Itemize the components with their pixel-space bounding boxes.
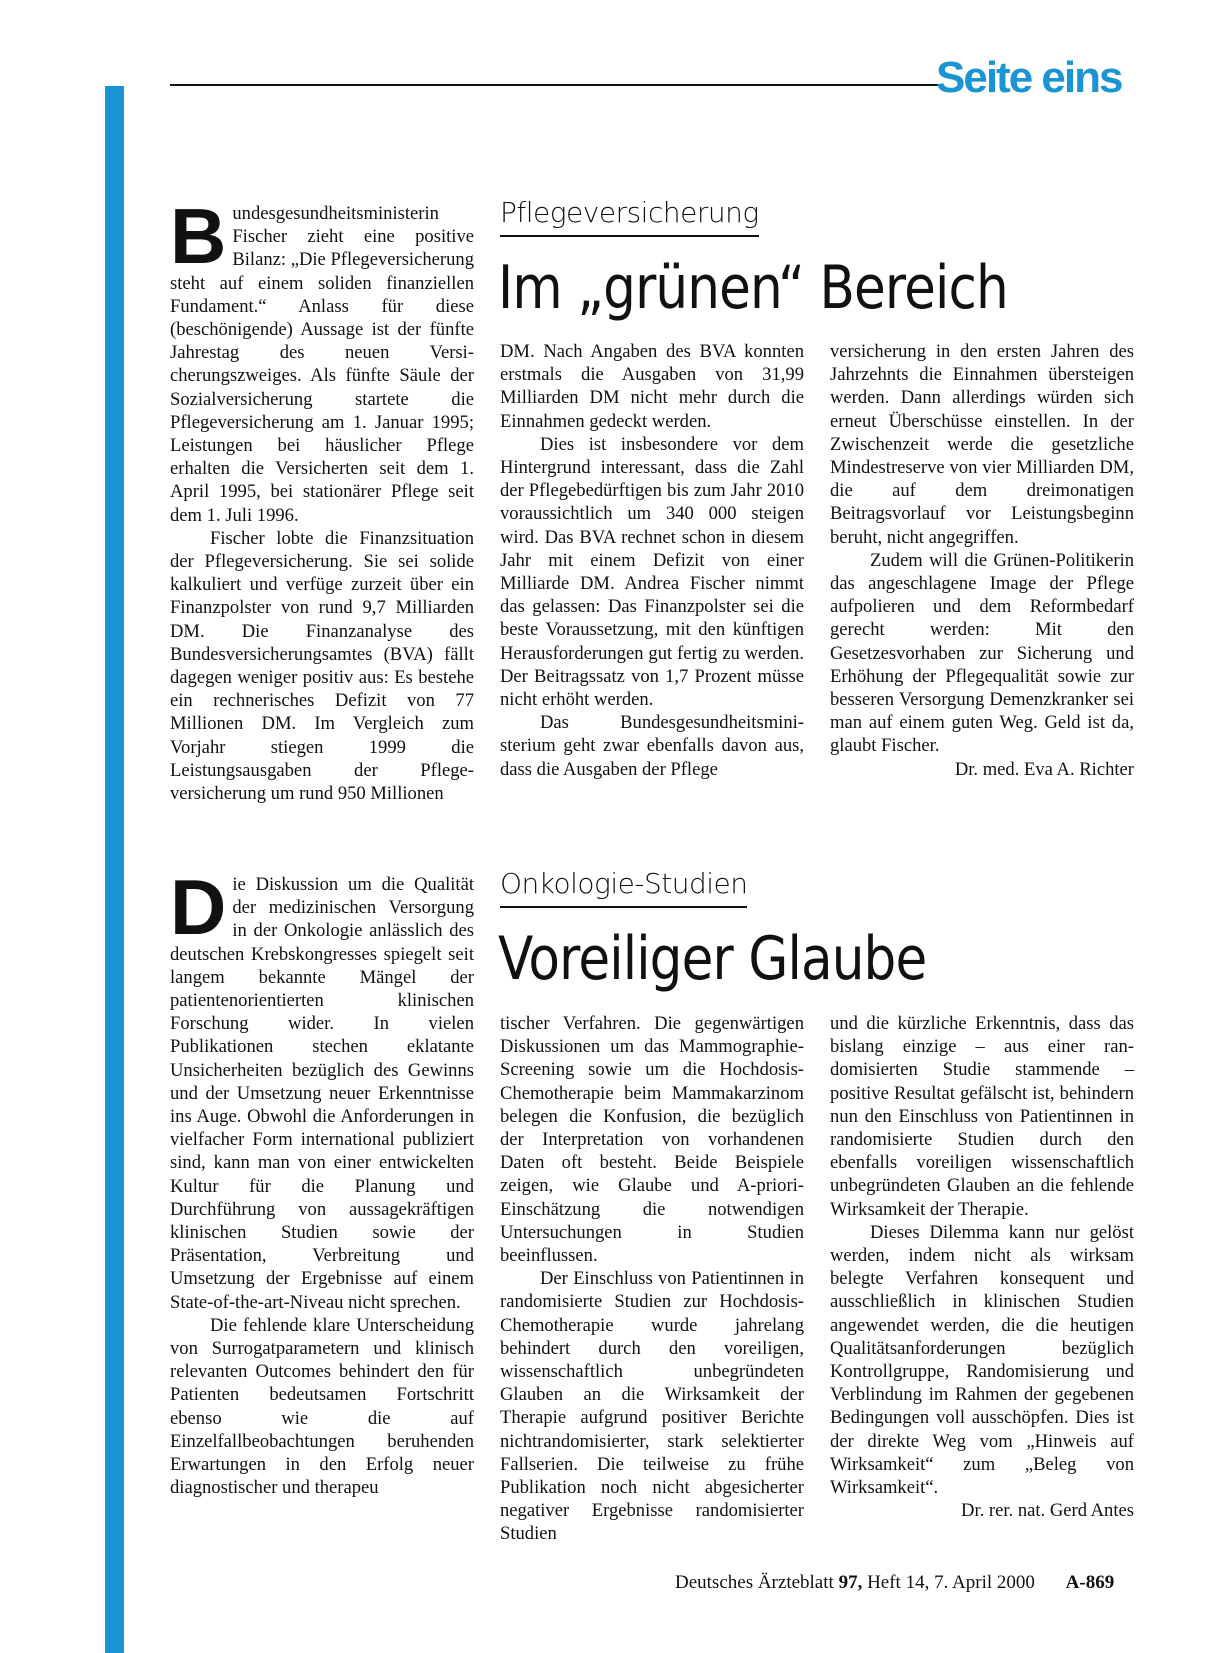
sidebar-accent-bar [105, 86, 124, 1653]
article1-col2-para-3: Das Bundesgesundheitsministerium geht zwar ebenfalls davon aus, dass die Ausgaben der Pflege [500, 712, 804, 780]
article2-col1-para-2: Die fehlende klare Unterscheidung von Surrogatparametern und klinisch relevanten Outcomes behindert den für Patienten bedeutsamen Fortschritt ebenso wie die auf Einzelfallbeobachtungen beruhenden Erwartungen in den Erfolg neuer diagnostischer und therapeu [170, 1314, 474, 1499]
article1-col1-para-2: Fischer lobte die Finanzsituation der Pflegeversicherung. Sie sei solide kalkuliert und verfüge zurzeit über ein Finanzpolster von rund 9,7 Milliarden DM. Die Finanzanalyse des Bundesversicherungsamtes (BVA) fällt dagegen weniger positiv aus: Es bestehe ein rechnerisches Defizit von 77 Millionen DM. Im Vergleich zum Vorjahr stiegen 1999 die Leistungsausgaben der Pflegeversicherung um rund 950 Millionen [170, 527, 474, 805]
section-title: Seite eins [936, 53, 1122, 102]
article1-col3-para-1: versicherung in den ersten Jahren des Jahrzehnts die Einnahmen übersteigen werden. Dann allerdings würden sich erneut Überschüsse einstellen. In der Zwischenzeit werde die gesetzliche Mindestreserve von vier Milliarden DM, die auf dem dreimonatigen Beitragsvorlauf vor Leistungsbeginn beruht, nicht angegriffen. [830, 341, 1134, 548]
article1-author: Dr. med. Eva A. Richter [954, 758, 1134, 780]
footer-journal: Deutsches Ärzteblatt [675, 1572, 834, 1593]
article2-col3-para-2 [830, 1221, 1134, 1522]
article1-col3-para-2-text: Zudem will die Grünen-Politikerin das angeschlagene Image der Pflege aufpolieren und dem Reformbedarf gerecht werden: Mit den Gesetzesvorhaben zur Sicherung und Erhöhung der Pflegequalität sowie zur besseren Versorgung Demenzkranker sei man auf einem guten Weg. Geld ist da, glaubt Fischer. [830, 549, 1134, 757]
article1-column-3 [830, 340, 1134, 781]
article2-column-2 [500, 1012, 804, 1546]
page-footer [675, 1572, 1114, 1594]
article1-col2-para-1: DM. Nach Angaben des BVA konnten erstmals die Ausgaben von 31,99 Milliarden DM nicht mehr durch die Einnahmen gedeckt werden. [500, 341, 804, 432]
article2-col2-para-1: tischer Verfahren. Die gegenwärtigen Diskussionen um das Mammographie-Screening sowie um die Hochdosis-Chemotherapie beim Mammakarzinom belegen die Konfusion, die bezüglich der Interpretation von vorhandenen Daten oft besteht. Beide Beispiele zeigen, wie Glaube und A-priori-Einschätzung die notwendigen Untersuchungen in Studien beeinflussen. [500, 1013, 804, 1267]
article1-headline: Im „grünen“ Bereich [498, 253, 1008, 323]
footer-issue: Heft 14, 7. April 2000 [867, 1572, 1035, 1593]
article2-author: Dr. rer. nat. Gerd Antes [961, 1500, 1134, 1522]
article2-col1-para-1: ie Diskussion um die Qualität der medizinischen Versorgung in der Onkologie anlässlich des deutschen Krebskongresses spiegelt seit langem bekannte Mängel der patientenorientierten klinischen Forschung wider. In vielen Publikationen stechen eklatante Unsicherheiten bezüglich des Gewinns und der Umsetzung neuer Erkenntnisse ins Auge. Obwohl die Anforderungen in vielfacher Form international publiziert sind, kann man von einer entwickelten Kultur für die Planung und Durchführung von aussagekräftigen klinischen Studien sowie der Präsentation, Verbreitung und Umsetzung der Ergebnisse auf einem State-of-the-art-Niveau nicht sprechen. [170, 874, 474, 1313]
article1-col3-para-2 [830, 549, 1134, 780]
article1-column-1 [170, 192, 474, 805]
article2-col2-para-2: Der Einschluss von Patientinnen in randomisierte Studien zur Hochdosis-Chemotherapie wurde jahrelang behindert durch den voreiligen, wissenschaftlich unbegründeten Glauben an die Wirksamkeit der Therapie aufgrund positiver Berichte nichtrandomisierter, stark selektierter Fallserien. Die teilweise zu frühe Publikation noch nicht abgesicherter negativer Ergebnisse randomisierter Studien [500, 1268, 804, 1545]
article2-dropcap: D [170, 863, 227, 951]
article1-col1-para-1: undesgesundheitsministerin Fischer zieht eine positive Bilanz: „Die Pflegeversicherung steht auf einem soliden finanziellen Fundament.“ Anlass für diese (beschönigende) Aussage ist der fünfte Jahrestag des neuen Versicherungszweiges. Als fünfte Säule der Sozialversicherung startete die Pflegeversicherung am 1. Januar 1995; Leistungen bei häuslicher Pflege erhalten die Versicherten seit dem 1. April 1995, bei stationärer Pflege seit dem 1. Juli 1996. [170, 203, 474, 526]
article2-col3-para-1: und die kürzliche Erkenntnis, dass das bislang einzige – aus einer randomisierten Studie stammende – positive Resultat gefälscht ist, behindern nun den Einschluss von Patientinnen in randomisierte Studien durch den ebenfalls voreiligen wissenschaftlich unbegründeten Glauben an die fehlende Wirksamkeit der Therapie. [830, 1013, 1134, 1220]
article1-dropcap: B [170, 192, 227, 280]
article1-column-2 [500, 340, 804, 781]
article2-column-1 [170, 863, 474, 1499]
article2-column-3 [830, 1012, 1134, 1522]
article2-col3-para-2-text: Dieses Dilemma kann nur gelöst werden, indem nicht als wirksam belegte Verfahren konsequent und ausschließlich in klinischen Studien angewendet werden, die die heutigen Qualitätsanforderungen bezüglich Kontrollgruppe, Randomisierung und Verblindung im Rahmen der gegebenen Bedingungen voll ausschöpfen. Dies ist der direkte Weg vom „Hinweis auf Wirksamkeit“ zum „Beleg von Wirksamkeit“. [830, 1221, 1134, 1499]
header-rule [170, 84, 940, 86]
footer-page-number: A-869 [1065, 1572, 1115, 1593]
article1-kicker: Pflegeversicherung [500, 198, 759, 237]
article2-headline: Voreiliger Glaube [498, 924, 927, 994]
footer-volume: 97, [838, 1572, 863, 1593]
article2-kicker: Onkologie-Studien [500, 869, 747, 908]
article1-col2-para-2: Dies ist insbesondere vor dem Hintergrund interessant, dass die Zahl der Pflegebedürftigen bis zum Jahr 2010 voraussichtlich um 340 000 steigen wird. Das BVA rechnet schon in diesem Jahr mit einem Defizit von einer Milliarde DM. Andrea Fischer nimmt das gelassen: Das Finanzpolster sei die beste Voraussetzung, mit den künftigen Herausforderungen gut fertig zu werden. Der Beitragssatz von 1,7 Prozent müsse nicht erhöht werden. [500, 433, 804, 711]
